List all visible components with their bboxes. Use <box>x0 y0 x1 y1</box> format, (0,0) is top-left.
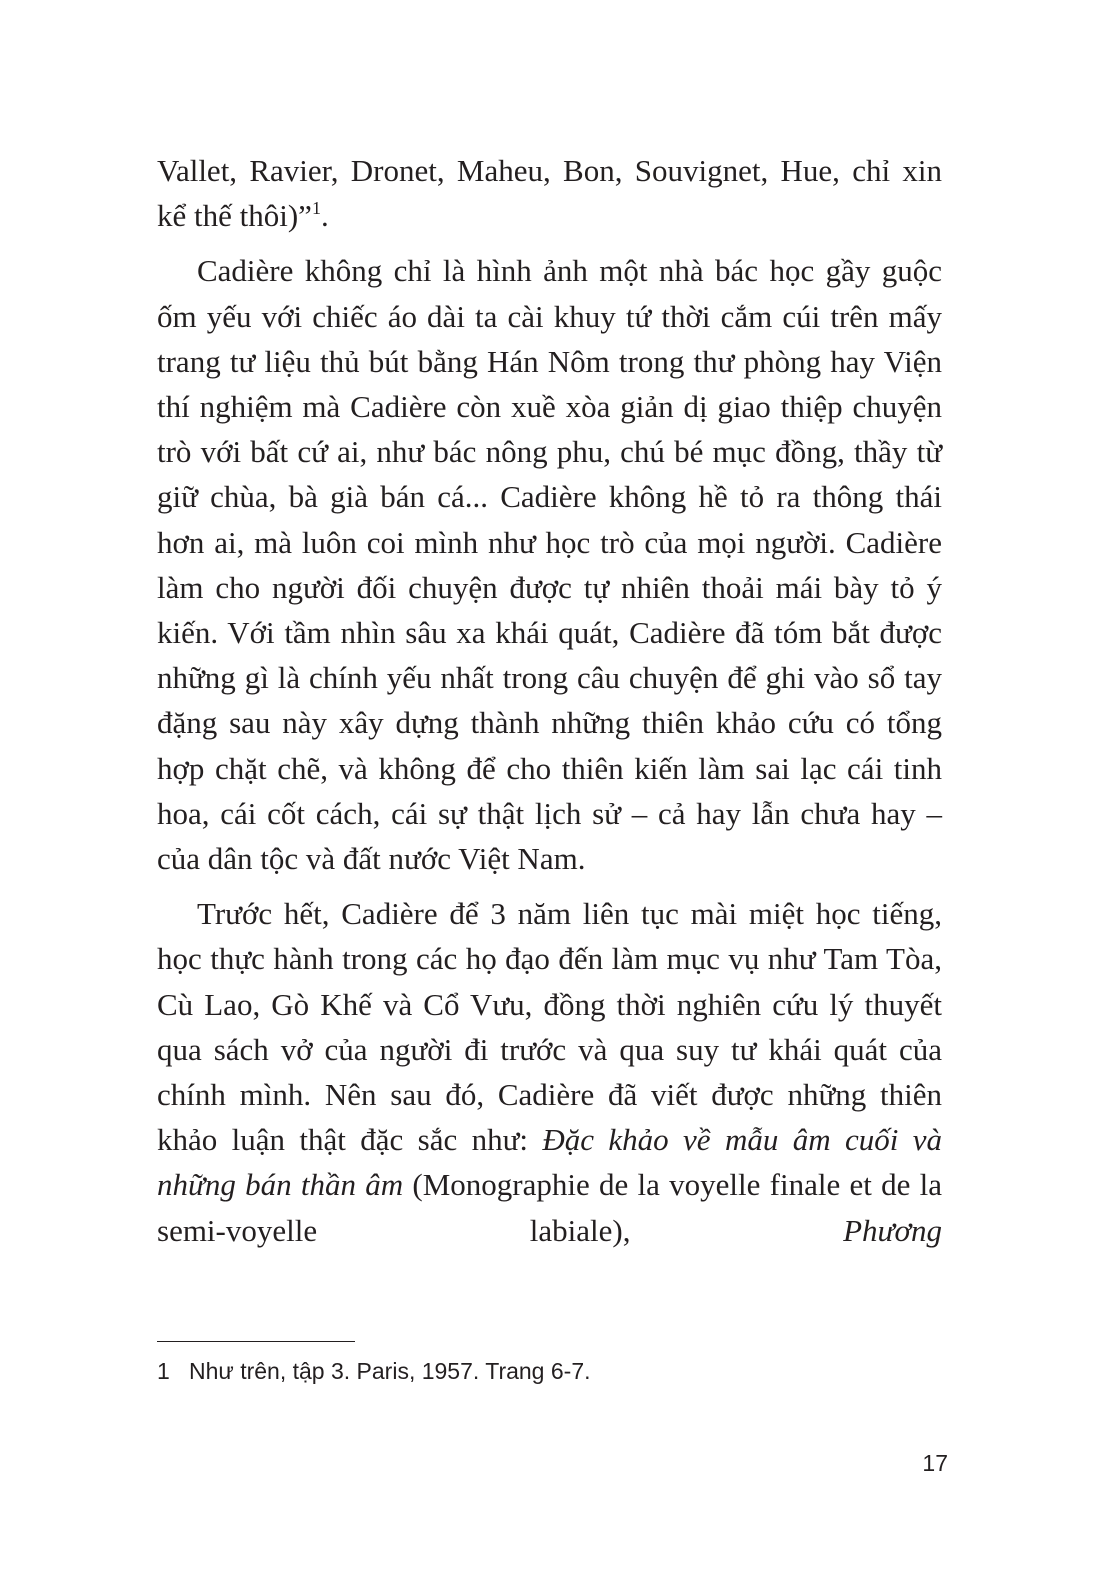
paragraph-cadiere-portrait: Cadière không chỉ là hình ảnh một nhà bác học gầy guộc ốm yếu với chiếc áo dài ta cài khuy tứ thời cắm cúi trên mấy trang tư liệu thủ bút bằng Hán Nôm trong thư phòng hay Viện thí nghiệm mà Cadière còn xuề xòa giản dị giao thiệp chuyện trò với bất cứ ai, như bác nông phu, chú bé mục đồng, thầy từ giữ chùa, bà già bán cá... Cadière không hề tỏ ra thông thái hơn ai, mà luôn coi mình như học trò của mọi người. Cadière làm cho người đối chuyện được tự nhiên thoải mái bày tỏ ý kiến. Với tầm nhìn sâu xa khái quát, Cadière đã tóm bắt được những gì là chính yếu nhất trong câu chuyện để ghi vào sổ tay đặng sau này xây dựng thành những thiên khảo cứu có tổng hợp chặt chẽ, và không để cho thiên kiến làm sai lạc cái tinh hoa, cái cốt cách, cái sự thật lịch sử – cả hay lẫn chưa hay – của dân tộc và đất nước Việt Nam. <box>157 253 942 877</box>
paragraph-continuation <box>157 148 942 238</box>
italic-title: Phương <box>843 1212 942 1248</box>
footnote <box>157 1355 942 1387</box>
paragraph-tail: . <box>320 198 329 234</box>
footnote-divider <box>157 1341 355 1342</box>
footnote-number: 1 <box>157 1358 170 1384</box>
paragraph-text: Vallet, Ravier, Dronet, Maheu, Bon, Souvignet, Hue, chỉ xin kể thế thôi)” <box>157 153 942 234</box>
page-number: 17 <box>922 1450 948 1476</box>
paragraph-text: (Monographie de la voyelle finale et de la semi-voyelle labiale), <box>157 1167 942 1248</box>
footnote-text: Như trên, tập 3. Paris, 1957. Trang 6-7. <box>189 1358 591 1384</box>
paragraph-text: Trước hết, Cadière để 3 năm liên tục mài miệt học tiếng, học thực hành trong các họ đạo đến làm mục vụ như Tam Tòa, Cù Lao, Gò Khế và Cổ Vưu, đồng thời nghiên cứu lý thuyết qua sách vở của người đi trước và qua suy tư khái quát của chính mình. Nên sau đó, Cadière đã viết được những thiên khảo luận thật đặc sắc như: <box>157 896 942 1158</box>
main-text-block <box>157 148 942 1253</box>
footnote-reference[interactable]: 1 <box>311 198 321 219</box>
italic-title: Đặc khảo về mẫu âm cuối và những bán thần âm <box>157 1122 942 1203</box>
paragraph-cadiere-studies <box>157 891 942 1253</box>
